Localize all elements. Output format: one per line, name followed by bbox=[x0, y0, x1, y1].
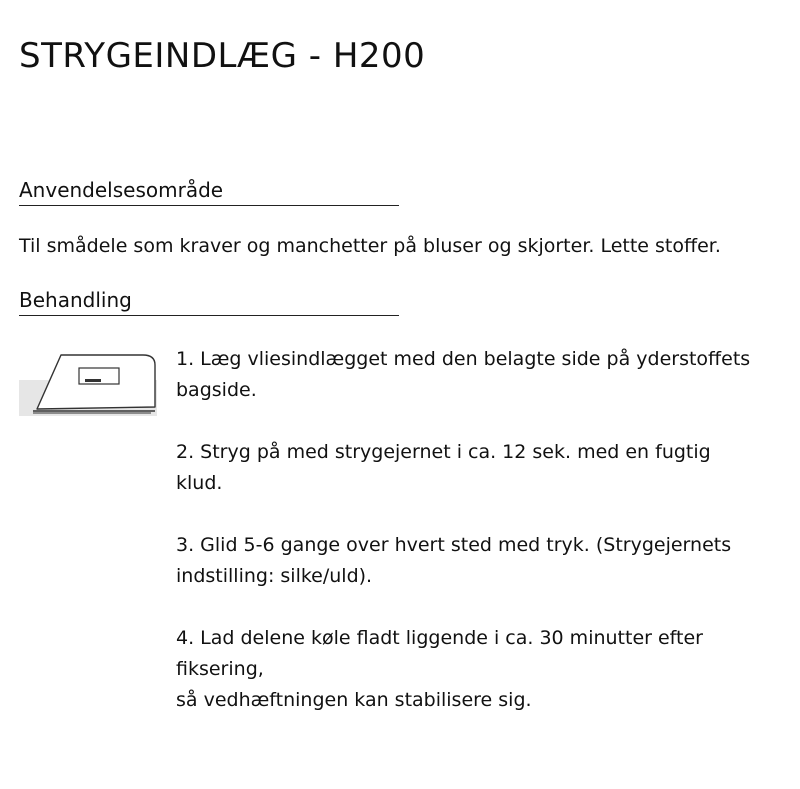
step-item bbox=[176, 344, 786, 406]
step-line: 3. Glid 5-6 gange over hvert sted med tryk. (Strygejernets bbox=[176, 534, 732, 556]
step-item bbox=[176, 623, 786, 716]
step-line: indstilling: silke/uld). bbox=[176, 565, 373, 587]
treatment-heading: Behandling bbox=[19, 287, 399, 316]
page-title: STRYGEINDLÆG - H200 bbox=[19, 36, 426, 76]
step-line: 2. Stryg på med strygejernet i ca. 12 sek. med en fugtig bbox=[176, 441, 711, 463]
step-line: 4. Lad delene køle fladt liggende i ca. 30 minutter efter bbox=[176, 627, 703, 649]
steps-list bbox=[176, 344, 786, 747]
step-line: klud. bbox=[176, 472, 223, 494]
usage-heading: Anvendelsesområde bbox=[19, 177, 399, 206]
iron-icon bbox=[19, 349, 159, 417]
step-line: fiksering, bbox=[176, 658, 264, 680]
usage-text: Til smådele som kraver og manchetter på bluser og skjorter. Lette stoffer. bbox=[19, 235, 721, 257]
step-line: bagside. bbox=[176, 379, 257, 401]
step-line: 1. Læg vliesindlægget med den belagte side på yderstoffets bbox=[176, 348, 751, 370]
step-item bbox=[176, 530, 786, 592]
step-item bbox=[176, 437, 786, 499]
step-line: så vedhæftningen kan stabilisere sig. bbox=[176, 689, 532, 711]
